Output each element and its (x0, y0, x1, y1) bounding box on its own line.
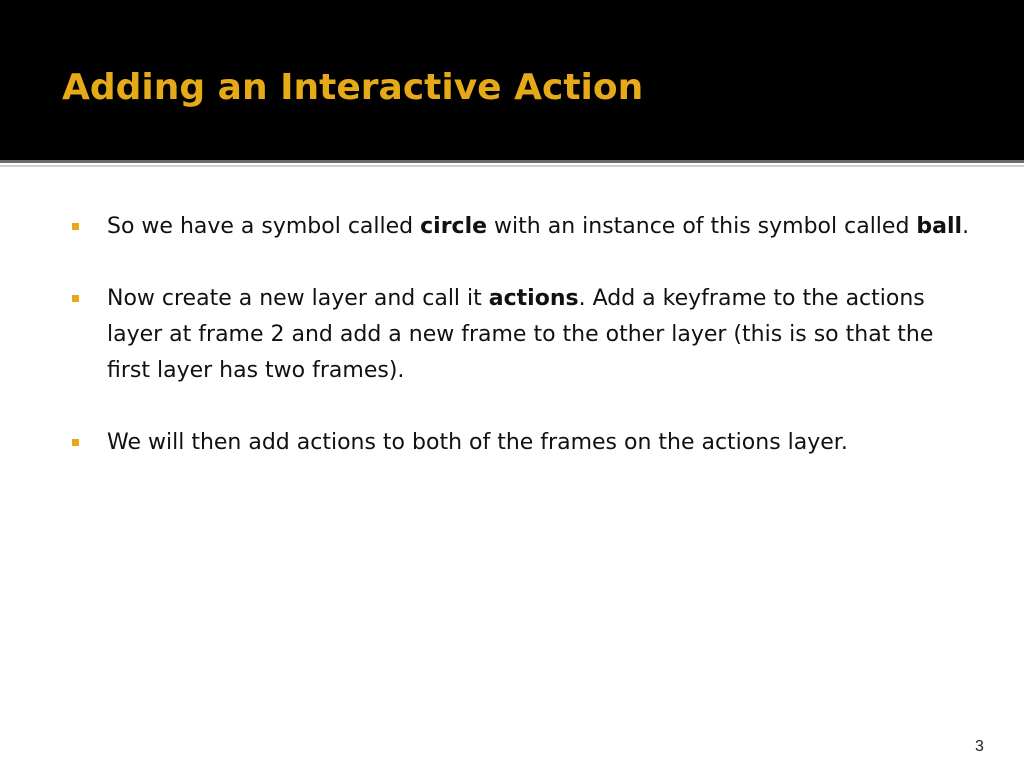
bullet-text: with an instance of this symbol called (487, 214, 917, 239)
bullet-text: . (962, 214, 970, 239)
bullet-item-1 (72, 209, 972, 245)
square-bullet-icon (72, 223, 79, 230)
square-bullet-icon (72, 295, 79, 302)
bullet-item-3 (72, 425, 972, 461)
bullet-list (72, 209, 972, 497)
square-bullet-icon (72, 439, 79, 446)
title-divider-light (0, 165, 1024, 167)
bullet-text: . Add a keyframe to the actions layer at frame 2 and add a new frame to the other layer (this is so that the first layer has two frames). (107, 286, 934, 383)
bullet-bold-text: actions (488, 286, 579, 311)
bullet-bold-text: ball (916, 214, 963, 239)
title-divider-dark (0, 160, 1024, 163)
bullet-item-2 (72, 281, 972, 389)
page-number: 3 (975, 738, 984, 755)
bullet-bold-text: circle (420, 214, 488, 239)
bullet-text: We will then add actions to both of the frames on the actions layer. (107, 430, 848, 455)
slide-title: Adding an Interactive Action (62, 67, 644, 108)
title-bar (0, 0, 1024, 160)
bullet-text: Now create a new layer and call it (107, 286, 489, 311)
bullet-text: So we have a symbol called (107, 214, 421, 239)
